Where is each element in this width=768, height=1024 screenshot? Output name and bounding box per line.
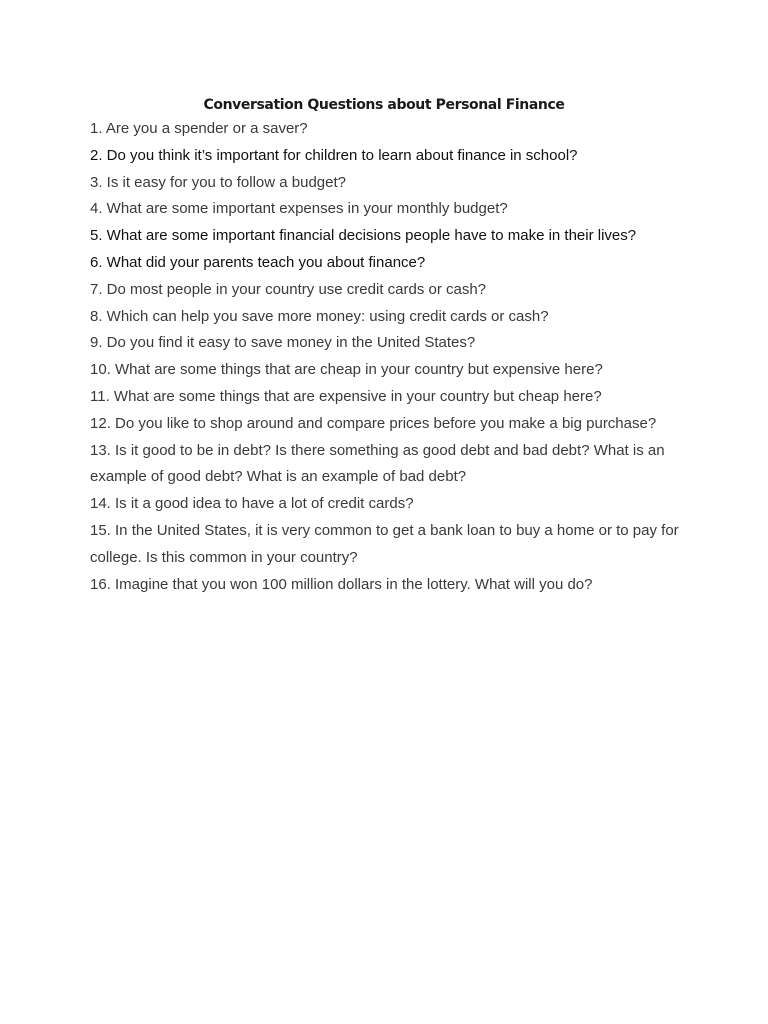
page-title: Conversation Questions about Personal Finance — [203, 97, 565, 113]
list-item: 11. What are some things that are expensive in your country but cheap here? — [90, 387, 602, 405]
list-item: 16. Imagine that you won 100 million dollars in the lottery. What will you do? — [90, 575, 593, 593]
list-item: 13. Is it good to be in debt? Is there something as good debt and bad debt? What is an example of good debt? What is an example of bad debt? — [90, 441, 665, 486]
list-item: 9. Do you find it easy to save money in the United States? — [90, 334, 476, 352]
list-item: 12. Do you like to shop around and compare prices before you make a big purchase? — [90, 414, 657, 432]
list-item: 7. Do most people in your country use credit cards or cash? — [90, 280, 487, 298]
list-item: 3. Is it easy for you to follow a budget? — [90, 173, 346, 191]
list-item: 1. Are you a spender or a saver? — [90, 120, 308, 137]
list-item: 2. Do you think it’s important for children to learn about finance in school? — [90, 146, 578, 164]
list-item: 4. What are some important expenses in your monthly budget? — [90, 200, 508, 218]
list-item: 8. Which can help you save more money: using credit cards or cash? — [90, 307, 549, 325]
list-item: 14. Is it a good idea to have a lot of credit cards? — [90, 495, 414, 513]
question-list — [90, 116, 680, 598]
list-item: 5. What are some important financial decisions people have to make in their lives? — [90, 227, 637, 245]
list-item: 6. What did your parents teach you about finance? — [90, 253, 426, 271]
list-item: 15. In the United States, it is very common to get a bank loan to buy a home or to pay for college. Is this common in your country? — [90, 521, 679, 566]
list-item: 10. What are some things that are cheap in your country but expensive here? — [90, 361, 603, 379]
